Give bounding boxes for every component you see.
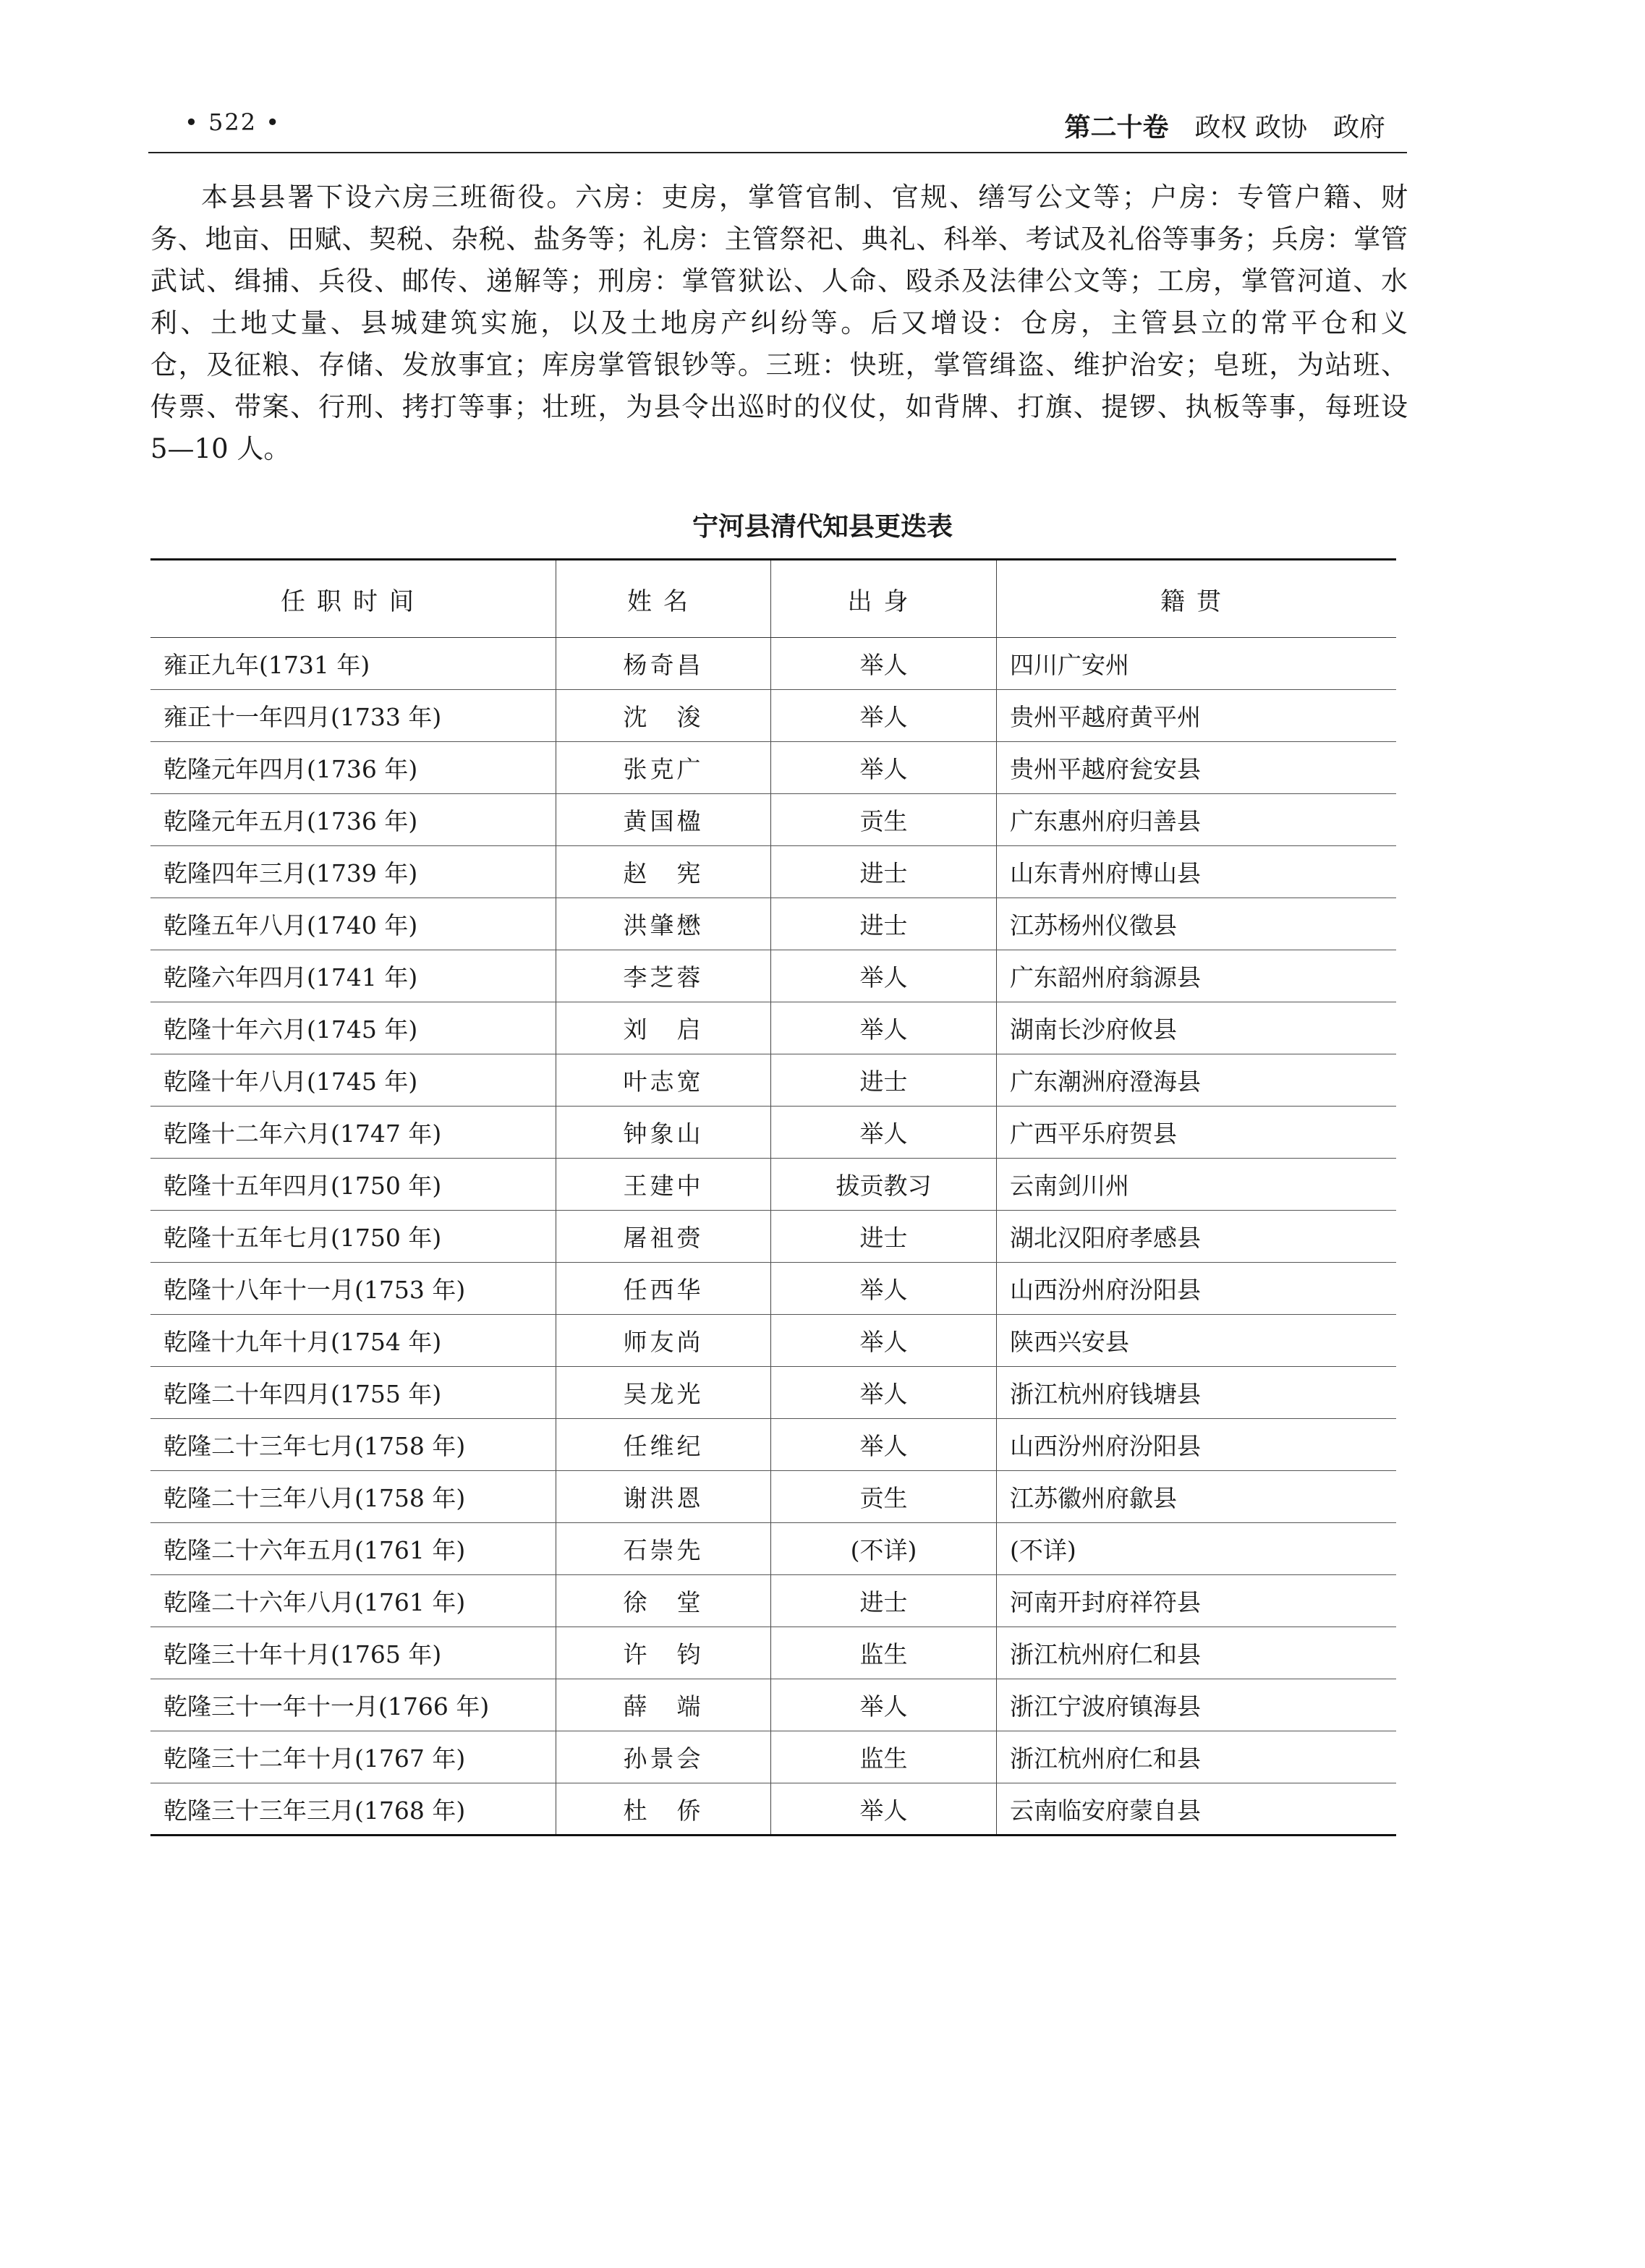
- cell-hometown: 陕西兴安县: [997, 1315, 1397, 1367]
- cell-term: 乾隆二十六年五月(1761 年): [150, 1523, 556, 1575]
- paragraph-line: 武试、缉捕、兵役、邮传、递解等；刑房：掌管狱讼、人命、殴杀及法律公文等；工房，掌管河道、水: [150, 265, 1408, 297]
- cell-origin: 举人: [771, 1367, 997, 1419]
- cell-name: 任维纪: [556, 1419, 771, 1471]
- table-body: [150, 638, 1396, 1836]
- cell-origin: 举人: [771, 742, 997, 794]
- volume-label: 第二十卷: [1064, 113, 1169, 142]
- cell-term: 乾隆十二年六月(1747 年): [150, 1107, 556, 1159]
- header-hometown: 籍贯: [997, 560, 1397, 638]
- cell-name: 钟象山: [556, 1107, 771, 1159]
- cell-hometown: 云南临安府蒙自县: [997, 1783, 1397, 1836]
- cell-term: 雍正九年(1731 年): [150, 638, 556, 690]
- cell-hometown: 山西汾州府汾阳县: [997, 1263, 1397, 1315]
- table-row: [150, 638, 1396, 690]
- cell-hometown: 浙江宁波府镇海县: [997, 1679, 1397, 1731]
- table-header-row: [150, 560, 1396, 638]
- table-row: [150, 1211, 1396, 1263]
- cell-name: 薛 端: [556, 1679, 771, 1731]
- cell-name: 许 钧: [556, 1627, 771, 1679]
- paragraph-line: 5—10 人。: [150, 433, 291, 464]
- table-row: [150, 1627, 1396, 1679]
- table-row: [150, 1002, 1396, 1054]
- cell-origin: (不详): [771, 1523, 997, 1575]
- paragraph-line: 传票、带案、行刑、拷打等事；壮班，为县令出巡时的仪仗，如背牌、打旗、提锣、执板等事，每班设: [150, 391, 1408, 422]
- cell-origin: 贡生: [771, 794, 997, 846]
- cell-origin: 监生: [771, 1627, 997, 1679]
- cell-origin: 举人: [771, 1419, 997, 1471]
- cell-origin: 举人: [771, 1679, 997, 1731]
- cell-term: 乾隆六年四月(1741 年): [150, 950, 556, 1002]
- cell-name: 沈 浚: [556, 690, 771, 742]
- paragraph-line: 利、土地丈量、县城建筑实施，以及土地房产纠纷等。后又增设：仓房，主管县立的常平仓和义: [150, 307, 1408, 338]
- cell-origin: 进士: [771, 846, 997, 898]
- table-row: [150, 690, 1396, 742]
- cell-origin: 举人: [771, 950, 997, 1002]
- cell-hometown: 浙江杭州府仁和县: [997, 1627, 1397, 1679]
- table-row: [150, 1159, 1396, 1211]
- cell-term: 乾隆三十三年三月(1768 年): [150, 1783, 556, 1836]
- page-number: • 522 •: [184, 108, 281, 136]
- body-paragraph: [150, 176, 1408, 470]
- cell-origin: 进士: [771, 1211, 997, 1263]
- cell-hometown: 四川广安州: [997, 638, 1397, 690]
- cell-origin: 举人: [771, 1002, 997, 1054]
- cell-name: 石崇先: [556, 1523, 771, 1575]
- table-row: [150, 1731, 1396, 1783]
- cell-term: 乾隆二十年四月(1755 年): [150, 1367, 556, 1419]
- section-label: 政权 政协 政府: [1194, 113, 1385, 142]
- cell-term: 乾隆十年八月(1745 年): [150, 1054, 556, 1107]
- cell-term: 乾隆五年八月(1740 年): [150, 898, 556, 950]
- cell-term: 乾隆元年四月(1736 年): [150, 742, 556, 794]
- table-row: [150, 1107, 1396, 1159]
- cell-hometown: 广西平乐府贺县: [997, 1107, 1397, 1159]
- table-row: [150, 1523, 1396, 1575]
- cell-name: 李芝蓉: [556, 950, 771, 1002]
- cell-term: 乾隆十九年十月(1754 年): [150, 1315, 556, 1367]
- cell-term: 乾隆二十三年八月(1758 年): [150, 1471, 556, 1523]
- cell-hometown: 广东潮洲府澄海县: [997, 1054, 1397, 1107]
- cell-term: 乾隆二十三年七月(1758 年): [150, 1419, 556, 1471]
- cell-hometown: 河南开封府祥符县: [997, 1575, 1397, 1627]
- cell-name: 黄国楹: [556, 794, 771, 846]
- table-row: [150, 1315, 1396, 1367]
- cell-origin: 监生: [771, 1731, 997, 1783]
- table-row: [150, 1783, 1396, 1836]
- cell-hometown: 贵州平越府瓮安县: [997, 742, 1397, 794]
- cell-hometown: 湖北汉阳府孝感县: [997, 1211, 1397, 1263]
- table-row: [150, 1679, 1396, 1731]
- cell-origin: 举人: [771, 638, 997, 690]
- cell-name: 刘 启: [556, 1002, 771, 1054]
- cell-name: 叶志宽: [556, 1054, 771, 1107]
- cell-name: 孙景会: [556, 1731, 771, 1783]
- cell-name: 师友尚: [556, 1315, 771, 1367]
- cell-hometown: 贵州平越府黄平州: [997, 690, 1397, 742]
- cell-term: 乾隆十五年七月(1750 年): [150, 1211, 556, 1263]
- page-header: [148, 107, 1385, 148]
- cell-hometown: 云南剑川州: [997, 1159, 1397, 1211]
- cell-name: 谢洪恩: [556, 1471, 771, 1523]
- running-head: [1065, 107, 1385, 144]
- table-row: [150, 898, 1396, 950]
- cell-hometown: 广东惠州府归善县: [997, 794, 1397, 846]
- cell-origin: 贡生: [771, 1471, 997, 1523]
- table-title: 宁河县清代知县更迭表: [692, 512, 953, 542]
- cell-hometown: 浙江杭州府仁和县: [997, 1731, 1397, 1783]
- cell-term: 乾隆二十六年八月(1761 年): [150, 1575, 556, 1627]
- paragraph-line: 仓，及征粮、存储、发放事宜；库房掌管银钞等。三班：快班，掌管缉盗、维护治安；皂班，为站班、: [150, 349, 1408, 380]
- cell-hometown: 江苏杨州仪徵县: [997, 898, 1397, 950]
- cell-origin: 举人: [771, 1315, 997, 1367]
- cell-name: 徐 堂: [556, 1575, 771, 1627]
- cell-name: 赵 宪: [556, 846, 771, 898]
- cell-origin: 举人: [771, 1263, 997, 1315]
- cell-hometown: 浙江杭州府钱塘县: [997, 1367, 1397, 1419]
- header-rule: [148, 152, 1407, 153]
- magistrate-table: [150, 558, 1396, 1836]
- paragraph-line: 本县县署下设六房三班衙役。六房：吏房，掌管官制、官规、缮写公文等；户房：专管户籍、财: [201, 182, 1408, 213]
- paragraph-line: 务、地亩、田赋、契税、杂税、盐务等；礼房：主管祭祀、典礼、科举、考试及礼俗等事务；兵房：掌管: [150, 223, 1408, 255]
- cell-hometown: 山东青州府博山县: [997, 846, 1397, 898]
- table-row: [150, 1575, 1396, 1627]
- cell-hometown: 广东韶州府翁源县: [997, 950, 1397, 1002]
- cell-origin: 进士: [771, 1054, 997, 1107]
- cell-hometown: 江苏徽州府歙县: [997, 1471, 1397, 1523]
- cell-term: 乾隆三十年十月(1765 年): [150, 1627, 556, 1679]
- cell-term: 乾隆四年三月(1739 年): [150, 846, 556, 898]
- cell-name: 屠祖赍: [556, 1211, 771, 1263]
- cell-name: 王建中: [556, 1159, 771, 1211]
- header-name: 姓名: [556, 560, 771, 638]
- cell-name: 张克广: [556, 742, 771, 794]
- table-row: [150, 1419, 1396, 1471]
- cell-name: 洪肇懋: [556, 898, 771, 950]
- cell-origin: 进士: [771, 898, 997, 950]
- cell-origin: 举人: [771, 1783, 997, 1836]
- cell-name: 杨奇昌: [556, 638, 771, 690]
- cell-term: 乾隆十年六月(1745 年): [150, 1002, 556, 1054]
- header-term: 任职时间: [150, 560, 556, 638]
- table-row: [150, 1054, 1396, 1107]
- table-row: [150, 950, 1396, 1002]
- cell-origin: 进士: [771, 1575, 997, 1627]
- cell-name: 吴龙光: [556, 1367, 771, 1419]
- cell-hometown: 山西汾州府汾阳县: [997, 1419, 1397, 1471]
- table-row: [150, 1471, 1396, 1523]
- cell-term: 雍正十一年四月(1733 年): [150, 690, 556, 742]
- cell-hometown: (不详): [997, 1523, 1397, 1575]
- cell-origin: 举人: [771, 690, 997, 742]
- cell-term: 乾隆三十二年十月(1767 年): [150, 1731, 556, 1783]
- cell-term: 乾隆元年五月(1736 年): [150, 794, 556, 846]
- table-row: [150, 1263, 1396, 1315]
- cell-term: 乾隆十五年四月(1750 年): [150, 1159, 556, 1211]
- cell-term: 乾隆三十一年十一月(1766 年): [150, 1679, 556, 1731]
- table-row: [150, 846, 1396, 898]
- table-row: [150, 794, 1396, 846]
- table-row: [150, 742, 1396, 794]
- cell-name: 任西华: [556, 1263, 771, 1315]
- cell-origin: 举人: [771, 1107, 997, 1159]
- header-origin: 出身: [771, 560, 997, 638]
- cell-hometown: 湖南长沙府攸县: [997, 1002, 1397, 1054]
- cell-name: 杜 侨: [556, 1783, 771, 1836]
- cell-term: 乾隆十八年十一月(1753 年): [150, 1263, 556, 1315]
- table-row: [150, 1367, 1396, 1419]
- cell-origin: 拔贡教习: [771, 1159, 997, 1211]
